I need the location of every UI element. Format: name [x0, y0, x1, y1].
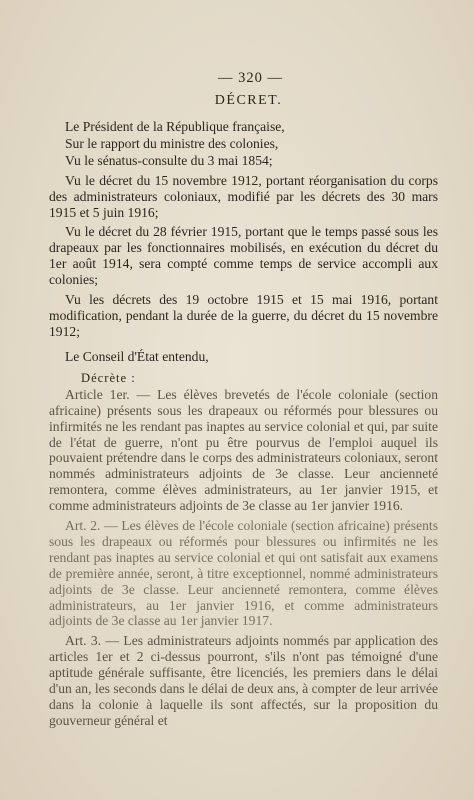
- paragraph-conseil-etat: Le Conseil d'État entendu,: [65, 348, 209, 364]
- paragraph-decrets-1916: Vu les décrets des 19 octobre 1915 et 15 mai 1916, portant modification, pendant la durée de la guerre, du décret du 15 novembre 1912;: [49, 292, 438, 339]
- paragraph-senatus-consulte: Vu le sénatus-consulte du 3 mai 1854;: [65, 152, 273, 168]
- paragraph-president: Le Président de la République française,: [65, 119, 285, 134]
- article-1: Article 1er. — Les élèves brevetés de l'école coloniale (section africaine) présents sous les drapeaux ou réformés pour blessures ou infirmités ne les rendant pas inaptes au service colonial et qui, par suite de l'état de guerre, n'ont pu être pourvus de l'emploi auquel ils pouvaient prétendre dans le corps des administrateurs coloniaux, seront nommés administrateurs adjoints de 3e classe. Leur ancienneté remontera, comme élèves administrateurs, au 1er janvier 1915, et comme administrateurs adjoints de 3e classe au 1er janvier 1916.: [49, 386, 438, 514]
- page-number: — 320 —: [218, 70, 283, 86]
- decrete-label: Décrète :: [81, 370, 136, 385]
- paragraph-decret-1915: Vu le décret du 28 février 1915, portant que le temps passé sous les drapeaux par les fonctionnaires mobilisés, en exécution du décret du 1er août 1914, sera compté comme temps de service accompli aux colonies;: [49, 224, 438, 288]
- paragraph-rapport: Sur le rapport du ministre des colonies,: [65, 135, 279, 151]
- decree-heading: DÉCRET.: [214, 93, 283, 108]
- paragraph-decret-1912: Vu le décret du 15 novembre 1912, portant réorganisation du corps des administrateurs coloniaux, modifié par les décrets des 30 mars 1915 et 5 juin 1916;: [49, 172, 438, 220]
- article-2: Art. 2. — Les élèves de l'école coloniale (section africaine) présents sous les drapeaux ou réformés pour blessures ou infirmités ne les rendant pas inaptes au service colonial et qui ont satisfait aux examens de première année, seront, à titre exceptionnel, nommé administrateurs adjoints de 3e classe. Leur ancienneté remontera, comme élèves administrateurs, au 1er janvier 1916, et comme administrateurs adjoints de 3e classe au 1er janvier 1917.: [49, 518, 438, 629]
- article-3: Art. 3. — Les administrateurs adjoints nommés par application des articles 1er et 2 ci-dessus pourront, s'ils n'ont pas témoigné d'une aptitude générale suffisante, être licenciés, les premiers dans le délai d'un an, les seconds dans le délai de deux ans, à compter de leur arrivée dans la colonie à laquelle ils sont affectés, sur la proposition du gouverneur général et: [49, 633, 438, 728]
